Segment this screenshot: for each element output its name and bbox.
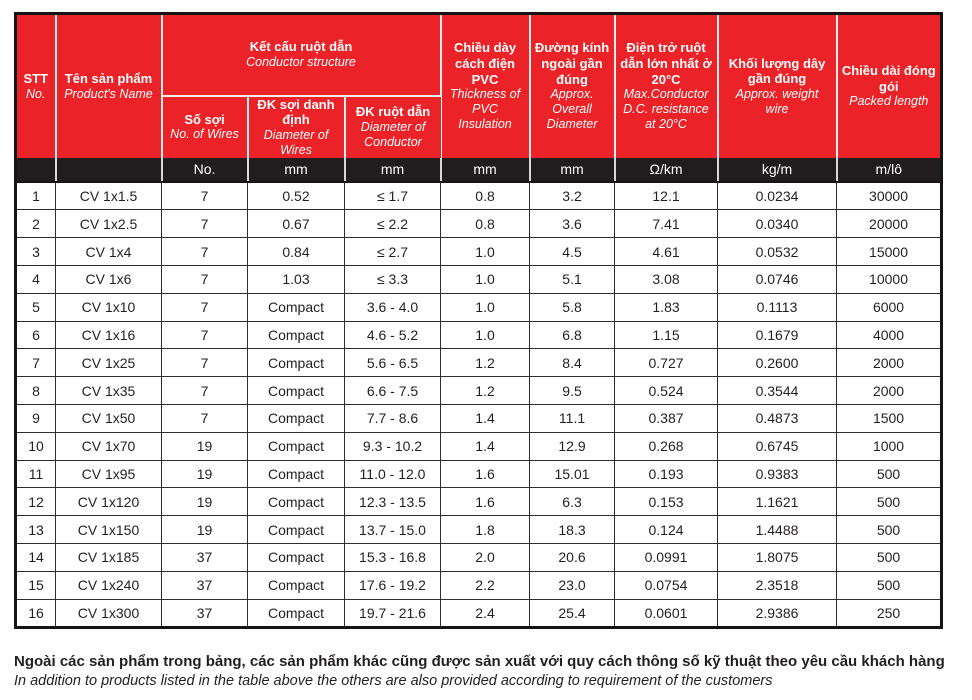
table-cell: 1.2 [441,377,530,405]
header-no-of-wires-en: No. of Wires [170,127,239,142]
table-cell: 4.5 [530,238,615,266]
table-cell: 19 [162,460,248,488]
table-cell: 1.6 [441,488,530,516]
table-row [16,238,942,266]
table-cell: 1.15 [615,321,718,349]
table-row [16,599,942,628]
unit-wires: No. [162,158,248,182]
table-cell: CV 1x10 [56,293,162,321]
table-cell: Compact [248,377,345,405]
table-cell: CV 1x50 [56,405,162,433]
table-cell: 15.01 [530,460,615,488]
table-cell: 1.6 [441,460,530,488]
units-row [16,158,942,182]
table-cell: 3 [16,238,56,266]
footer-note-vi: Ngoài các sản phẩm trong bảng, các sản phẩm khác cũng được sản xuất với quy cách thông số kỹ thuật theo yêu cầu khách hàng [14,653,945,670]
table-cell: 3.08 [615,266,718,294]
table-row [16,460,942,488]
header-overall-diameter [530,14,615,158]
table-cell: CV 1x16 [56,321,162,349]
table-cell: 0.4873 [718,405,837,433]
table-cell: 1.0 [441,266,530,294]
table-cell: 1.0 [441,321,530,349]
table-cell: 1000 [837,432,942,460]
header-packed-length [837,14,942,158]
table-cell: 6.8 [530,321,615,349]
table-cell: 0.67 [248,210,345,238]
table-cell: 3.2 [530,182,615,210]
header-stt [16,14,56,158]
table-cell: Compact [248,544,345,572]
table-cell: 23.0 [530,571,615,599]
table-cell: 8 [16,377,56,405]
header-max-resistance-vi: Điện trở ruột dẫn lớn nhất ở 20°C [620,40,712,87]
header-product-name-vi: Tên sản phẩm [64,71,153,87]
table-cell: 0.124 [615,516,718,544]
table-header [16,14,942,182]
table-cell: 7.7 - 8.6 [345,405,441,433]
table-cell: 1.8 [441,516,530,544]
table-cell: CV 1x2.5 [56,210,162,238]
table-cell: CV 1x185 [56,544,162,572]
table-cell: Compact [248,599,345,628]
table-cell: 2.9386 [718,599,837,628]
table-cell: 1.1621 [718,488,837,516]
header-stt-vi: STT [23,71,49,87]
table-cell: 500 [837,571,942,599]
table-cell: 0.1679 [718,321,837,349]
table-cell: 2.0 [441,544,530,572]
table-cell: 0.1113 [718,293,837,321]
table-cell: 6.3 [530,488,615,516]
footer-note-en: In addition to products listed in the table above the others are also provided according to requirement of the customers [14,673,773,690]
table-cell: 19.7 - 21.6 [345,599,441,628]
table-cell: 7 [162,349,248,377]
table-cell: 1.03 [248,266,345,294]
table-body [16,182,942,628]
table-cell: 10000 [837,266,942,294]
table-cell: CV 1x25 [56,349,162,377]
table-row [16,377,942,405]
header-conductor-structure-vi: Kết cấu ruột dẫn [249,39,353,55]
table-cell: 25.4 [530,599,615,628]
table-cell: 9 [16,405,56,433]
table-cell: 37 [162,544,248,572]
spec-table-container [14,12,943,629]
table-cell: 0.268 [615,432,718,460]
table-cell: 1.0 [441,293,530,321]
header-no-of-wires [162,96,248,158]
table-cell: 37 [162,571,248,599]
table-cell: 2.4 [441,599,530,628]
table-cell: 14 [16,544,56,572]
table-cell: 0.727 [615,349,718,377]
header-approx-weight-vi: Khối lượng dây gần đúng [728,55,826,87]
table-cell: 0.0532 [718,238,837,266]
table-cell: 7 [162,293,248,321]
table-cell: 13 [16,516,56,544]
table-cell: Compact [248,432,345,460]
table-cell: CV 1x35 [56,377,162,405]
header-pvc-thickness-vi: Chiều dày cách điện PVC [453,40,517,87]
table-cell: 9.3 - 10.2 [345,432,441,460]
table-cell: CV 1x70 [56,432,162,460]
table-cell: 2000 [837,349,942,377]
table-cell: 12.3 - 13.5 [345,488,441,516]
table-row [16,321,942,349]
header-product-name [56,14,162,158]
table-row [16,488,942,516]
table-row [16,210,942,238]
table-cell: CV 1x120 [56,488,162,516]
header-max-resistance-en: Max.Conductor D.C. resistance at 20°C [623,87,709,132]
table-cell: 3.6 - 4.0 [345,293,441,321]
table-cell: 7 [162,266,248,294]
table-cell: CV 1x95 [56,460,162,488]
table-cell: 16 [16,599,56,628]
table-cell: 0.3544 [718,377,837,405]
header-overall-diameter-en: Approx. Overall Diameter [546,87,598,132]
table-cell: 4.61 [615,238,718,266]
table-cell: 12.9 [530,432,615,460]
table-cell: CV 1x1.5 [56,182,162,210]
table-cell: 0.0601 [615,599,718,628]
header-max-resistance [615,14,718,158]
table-cell: Compact [248,516,345,544]
table-cell: 1.2 [441,349,530,377]
table-cell: 37 [162,599,248,628]
header-packed-length-vi: Chiều dài đóng gói [841,63,936,94]
unit-weight: kg/m [718,158,837,182]
table-cell: 20.6 [530,544,615,572]
table-cell: 1.4488 [718,516,837,544]
header-row-group [16,14,942,96]
table-cell: 0.0746 [718,266,837,294]
header-conductor-diameter-en: Diameter of Conductor [360,119,426,149]
table-cell: 7 [162,238,248,266]
header-overall-diameter-vi: Đường kính ngoài gần đúng [534,40,610,87]
table-cell: 7 [162,182,248,210]
table-cell: 13.7 - 15.0 [345,516,441,544]
table-cell: 250 [837,599,942,628]
unit-product [56,158,162,182]
table-cell: 7.41 [615,210,718,238]
table-cell: Compact [248,349,345,377]
table-row [16,293,942,321]
table-cell: Compact [248,460,345,488]
table-cell: CV 1x150 [56,516,162,544]
unit-overall: mm [530,158,615,182]
table-cell: 0.9383 [718,460,837,488]
table-row [16,349,942,377]
table-cell: 19 [162,516,248,544]
table-row [16,182,942,210]
table-cell: 1.0 [441,238,530,266]
table-cell: 1.8075 [718,544,837,572]
table-cell: CV 1x240 [56,571,162,599]
table-cell: 6.6 - 7.5 [345,377,441,405]
header-stt-en: No. [26,86,46,101]
table-cell: 11.1 [530,405,615,433]
table-cell: 500 [837,544,942,572]
table-cell: 0.6745 [718,432,837,460]
footer-note [14,652,958,692]
header-no-of-wires-vi: Số sợi [184,111,225,127]
table-cell: Compact [248,488,345,516]
table-cell: Compact [248,571,345,599]
table-cell: ≤ 2.2 [345,210,441,238]
cable-spec-table [14,12,943,629]
table-cell: 0.52 [248,182,345,210]
header-wire-diameter-vi: ĐK sợi danh định [257,96,335,128]
header-conductor-diameter-vi: ĐK ruột dẫn [355,104,431,120]
unit-wire-diameter: mm [248,158,345,182]
table-cell: ≤ 2.7 [345,238,441,266]
table-cell: 0.0991 [615,544,718,572]
table-cell: 19 [162,432,248,460]
table-cell: Compact [248,405,345,433]
table-cell: 12.1 [615,182,718,210]
header-wire-diameter [248,96,345,158]
table-cell: 8.4 [530,349,615,377]
table-cell: 0.153 [615,488,718,516]
table-row [16,266,942,294]
table-cell: ≤ 3.3 [345,266,441,294]
table-cell: CV 1x300 [56,599,162,628]
table-cell: 5.6 - 6.5 [345,349,441,377]
table-cell: 1.4 [441,405,530,433]
table-cell: 0.84 [248,238,345,266]
table-cell: Compact [248,293,345,321]
table-cell: 1 [16,182,56,210]
table-cell: 7 [162,210,248,238]
table-cell: 0.2600 [718,349,837,377]
table-cell: 15000 [837,238,942,266]
table-cell: 0.0234 [718,182,837,210]
table-cell: 7 [16,349,56,377]
table-cell: CV 1x4 [56,238,162,266]
table-cell: 18.3 [530,516,615,544]
table-row [16,405,942,433]
table-cell: 4 [16,266,56,294]
table-cell: 15 [16,571,56,599]
table-cell: 0.387 [615,405,718,433]
table-cell: 0.8 [441,210,530,238]
unit-packed: m/lô [837,158,942,182]
table-cell: 1.83 [615,293,718,321]
table-cell: 2000 [837,377,942,405]
table-cell: 0.524 [615,377,718,405]
table-cell: 3.6 [530,210,615,238]
table-cell: 2 [16,210,56,238]
table-cell: 5.1 [530,266,615,294]
header-pvc-thickness [441,14,530,158]
header-conductor-diameter [345,96,441,158]
table-cell: 15.3 - 16.8 [345,544,441,572]
table-cell: 500 [837,460,942,488]
table-cell: 0.8 [441,182,530,210]
table-cell: 19 [162,488,248,516]
table-cell: ≤ 1.7 [345,182,441,210]
table-cell: 10 [16,432,56,460]
table-cell: 4.6 - 5.2 [345,321,441,349]
table-cell: 6000 [837,293,942,321]
table-cell: CV 1x6 [56,266,162,294]
header-pvc-thickness-en: Thickness of PVC Insulation [449,87,521,132]
table-cell: 7 [162,321,248,349]
header-approx-weight-en: Approx. weight wire [735,86,819,116]
table-cell: 0.193 [615,460,718,488]
table-row [16,432,942,460]
table-cell: 5 [16,293,56,321]
table-row [16,544,942,572]
unit-conductor-diameter: mm [345,158,441,182]
unit-resistance: Ω/km [615,158,718,182]
table-cell: 12 [16,488,56,516]
table-cell: 1500 [837,405,942,433]
unit-pvc: mm [441,158,530,182]
table-row [16,571,942,599]
table-cell: 20000 [837,210,942,238]
table-cell: 7 [162,405,248,433]
table-cell: 9.5 [530,377,615,405]
header-product-name-en: Product's Name [64,86,153,101]
header-conductor-structure-en: Conductor structure [246,55,356,70]
table-cell: 6 [16,321,56,349]
header-packed-length-en: Packed length [849,94,929,109]
table-cell: 0.0754 [615,571,718,599]
table-cell: 30000 [837,182,942,210]
table-cell: 11 [16,460,56,488]
table-cell: 500 [837,488,942,516]
table-row [16,516,942,544]
table-cell: 1.4 [441,432,530,460]
table-cell: 2.3518 [718,571,837,599]
table-cell: 500 [837,516,942,544]
table-cell: 2.2 [441,571,530,599]
table-cell: 17.6 - 19.2 [345,571,441,599]
table-cell: 0.0340 [718,210,837,238]
table-cell: 5.8 [530,293,615,321]
header-wire-diameter-en: Diameter of Wires [263,127,329,157]
header-conductor-structure [162,14,441,96]
table-cell: 7 [162,377,248,405]
unit-stt [16,158,56,182]
table-cell: 11.0 - 12.0 [345,460,441,488]
header-approx-weight [718,14,837,158]
table-cell: 4000 [837,321,942,349]
table-cell: Compact [248,321,345,349]
